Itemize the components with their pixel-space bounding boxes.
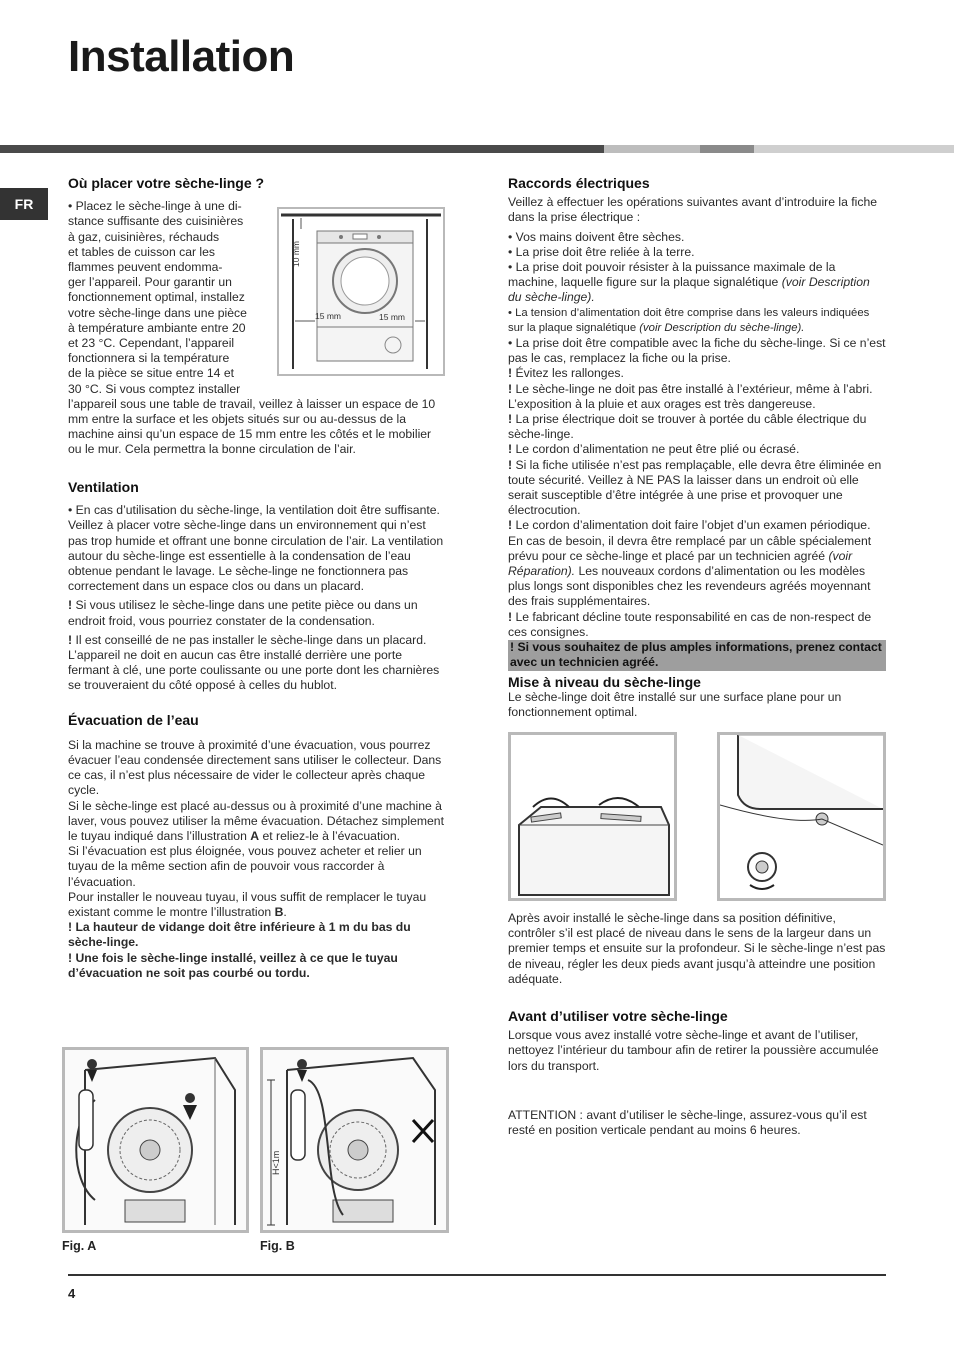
figure-b-label: Fig. B <box>260 1239 295 1253</box>
electrical-b5: • La prise doit être compatible avec la fiche du sèche-linge. Si ce n’est pas le cas, remplacez la fiche ou la prise. <box>508 336 886 366</box>
ventilation-p1: • En cas d’utilisation du sèche-linge, la ventilation doit être suffisante. Veillez à placer votre sèche-linge dans un environnement qui n’est pas trop humide et offrant une bonne circulation de l’air. La ventilation autour du sèche-linge est essentielle à la condensation de l’eau obtenue pendant le lavage. Le sèche-linge ne fonctionnera pas correctement dans un espace clos ou dans un placard. <box>68 503 444 594</box>
electrical-w5: ! Si la fiche utilisée n’est pas remplaçable, elle devra être éliminée en toute sécurité. Veillez à NE PAS la laisser dans un endroit où elle serait susceptible d’être intégrée à une prise et provoquer une électrocution. <box>508 457 882 518</box>
electrical-b4: • La tension d’alimentation doit être comprise dans les valeurs indiquées sur la plaque signalétique (voir Description du sèche-linge). <box>508 306 870 334</box>
page-title: Installation <box>68 32 295 81</box>
attention-text: ATTENTION : avant d’utiliser le sèche-linge, assurez-vous qu’il est resté en position verticale pendant au moins 6 heures. <box>508 1107 867 1138</box>
header-color-bar <box>0 145 954 153</box>
height-label: H<1m <box>271 1150 281 1175</box>
electrical-b3: • La prise doit pouvoir résister à la puissance maximale de la machine, laquelle figure sur la plaque signalétique (voir Description du sèche-linge). <box>508 260 870 305</box>
figure-a-label: Fig. A <box>62 1239 97 1253</box>
drainage-heading: Évacuation de l’eau <box>68 711 199 728</box>
placement-wrap-text: • Placez le sèche-linge à une di- stance suffisante des cuisinières à gaz, cuisinières, réchauds et tables de cuisson car les flammes peuvent endomma- ger l’appareil. Pour garantir un fonctionnement optimal, installez votre sèche-linge dans une pièce à température ambiante entre 20 et 23 °C. Cependant, l’appareil fonctionnera si la température de la pièce se situe entre 14 et 30 °C. Si vous comptez installer <box>68 199 247 396</box>
drainage-p3: Si l’évacuation est plus éloignée, vous pouvez acheter et relier un tuyau de la même section afin de pouvoir vous raccorder à l’évacuation. <box>68 844 422 889</box>
electrical-w2: ! Le sèche-linge ne doit pas être installé à l’extérieur, même à l’abri. L’exposition à la pluie et aux orages est très dangereuse. <box>508 381 873 411</box>
ventilation-p2: ! Si vous utilisez le sèche-linge dans une petite pièce ou dans un endroit froid, vous pourriez constater de la condensation. <box>68 598 418 628</box>
dim-side-left: 15 mm <box>315 311 341 321</box>
drainage-warning-1: ! La hauteur de vidange doit être inférieure à 1 m du bas du sèche-linge. <box>68 920 411 950</box>
figure-a <box>62 1047 249 1233</box>
electrical-w7: ! Le fabricant décline toute responsabilité en cas de non-respect de ces consignes. <box>508 609 872 639</box>
electrical-w4: ! Le cordon d’alimentation ne peut être plié ou écrasé. <box>508 442 800 457</box>
electrical-w6: ! Le cordon d’alimentation doit faire l’objet d’un examen périodique. En cas de besoin, il devra être remplacé par un câble spécialement prévu pour ce sèche-linge et placé par un technicien agréé (voir Réparation). Les nouveaux cordons d’alimentation ou les modèles plus longs sont disponibles chez les revendeurs agréés moyennant des frais supplémentaires. <box>508 518 872 609</box>
dryer-clearance-illustration <box>279 209 443 374</box>
dim-top: 10 mm <box>291 241 301 267</box>
dim-side-right: 15 mm <box>379 312 405 322</box>
placement-figure <box>277 207 445 376</box>
page-number: 4 <box>68 1286 76 1301</box>
leveling-p2: Après avoir installé le sèche-linge dans sa position définitive, contrôler s’il est placé de niveau dans le sens de la largeur dans un premier temps et ensuite sur la profondeur. Si le sèche-linge n’est pas de niveau, régler les deux pieds avant jusqu’à atteindre une position adéquate. <box>508 911 886 986</box>
before-use-p1: Lorsque vous avez installé votre sèche-linge et avant de l’utiliser, nettoyez l’intérieur du tambour afin de retirer la poussière accumulée lors du transport. <box>508 1028 879 1073</box>
drainage-p4: Pour installer le nouveau tuyau, il vous suffit de remplacer le tuyau existant comme le montre l’illustration B. <box>68 889 427 920</box>
electrical-heading: Raccords électriques <box>508 175 650 191</box>
electrical-note: ! Si vous souhaitez de plus amples informations, prenez contact avec un technicien agréé. <box>508 640 886 670</box>
ventilation-heading: Ventilation <box>68 479 139 495</box>
electrical-w1: ! Évitez les rallonges. <box>508 366 624 381</box>
electrical-w3: ! La prise électrique doit se trouver à portée du câble électrique du sèche-linge. <box>508 412 867 442</box>
drainage-warning-2: ! Une fois le sèche-linge installé, veillez à ce que le tuyau d’évacuation ne soit pas courbé ou tordu. <box>68 950 398 980</box>
placement-heading: Où placer votre sèche-linge ? <box>68 175 265 191</box>
section-ventilation <box>68 480 446 981</box>
leveling-figure-feet <box>717 732 886 901</box>
electrical-b1: • Vos mains doivent être sèches. <box>508 229 685 244</box>
drainage-p1: Si la machine se trouve à proximité d’une évacuation, vous pourrez évacuer l’eau condensée directement sans utiliser le collecteur. Dans ce cas, il n’est plus nécessaire de vider le collecteur après chaque cycle. <box>68 737 442 798</box>
drainage-p2: Si le sèche-linge est placé au-dessus ou à proximité d’une machine à laver, vous pouvez utiliser la même évacuation. Détachez simplement le tuyau indiqué dans l’illustration A et reliez-le à l’évacuation. <box>68 798 444 844</box>
leveling-figure-width <box>508 732 677 901</box>
footer-rule <box>68 1274 886 1276</box>
electrical-b2: • La prise doit être reliée à la terre. <box>508 244 695 259</box>
section-electrical <box>508 176 886 720</box>
leveling-heading: Mise à niveau du sèche-linge <box>508 673 701 690</box>
section-leveling-after <box>508 911 886 1138</box>
before-use-heading: Avant d’utiliser votre sèche-linge <box>508 1008 728 1025</box>
leveling-p1: Le sèche-linge doit être installé sur une surface plane pour un fonctionnement optimal. <box>508 689 842 719</box>
figure-b <box>260 1047 449 1233</box>
electrical-intro: Veillez à effectuer les opérations suivantes avant d’introduire la fiche dans la prise électrique : <box>508 195 878 225</box>
language-tab: FR <box>0 188 48 220</box>
ventilation-p3: ! Il est conseillé de ne pas installer le sèche-linge dans un placard. L’appareil ne doit en aucun cas être installé derrière une porte fermant à clé, une porte coulissante ou une porte dont les charnières se trouveraient du côté opposé à celles du hublot. <box>68 632 440 693</box>
placement-text-rest: l’appareil sous une table de travail, veillez à laisser un espace de 10 mm entre la surface et les objets situés sur ou au-dessus de la machine ainsi qu’un espace de 15 mm entre les côtés et le mobilier ou le mur. Cela permettra la bonne circulation de l’air. <box>68 396 436 457</box>
